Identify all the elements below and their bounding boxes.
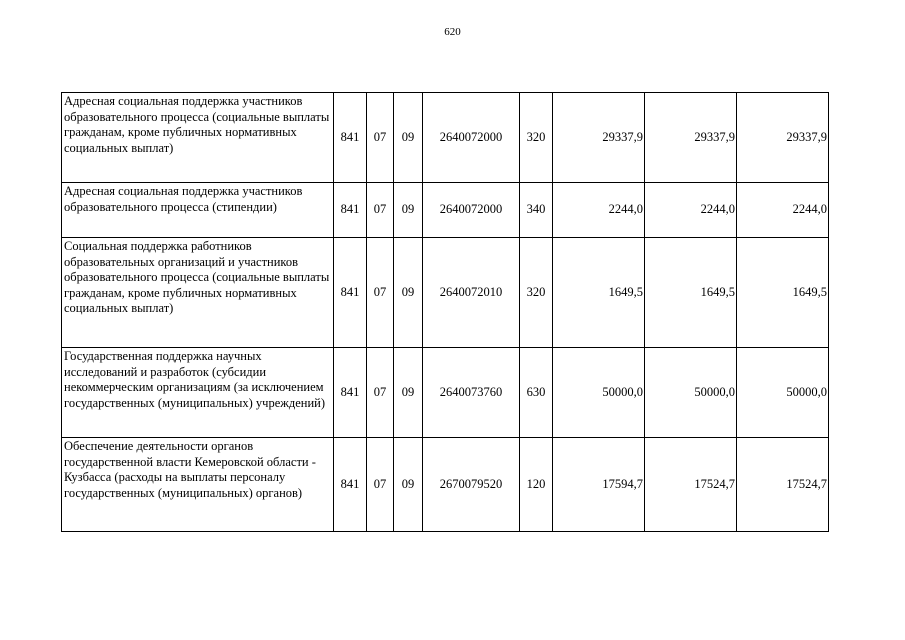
target-article-cell: 2640073760	[423, 348, 520, 438]
ministry-code-cell: 841	[334, 183, 367, 238]
row-name-cell: Государственная поддержка научных исследований и разработок (субсидии некоммерческим организациям (за исключением государственных (муниципальных) учреждений)	[62, 348, 334, 438]
amount-1-cell: 50000,0	[553, 348, 645, 438]
row-name-cell: Адресная социальная поддержка участников образовательного процесса (стипендии)	[62, 183, 334, 238]
amount-3-cell: 29337,9	[737, 93, 829, 183]
table-row	[62, 348, 829, 438]
section-code-cell: 07	[367, 93, 394, 183]
ministry-code-cell: 841	[334, 93, 367, 183]
expense-type-cell: 120	[520, 438, 553, 532]
table-row	[62, 93, 829, 183]
target-article-cell: 2670079520	[423, 438, 520, 532]
table-row	[62, 183, 829, 238]
expense-type-cell: 320	[520, 93, 553, 183]
amount-2-cell: 2244,0	[645, 183, 737, 238]
page-number: 620	[444, 26, 461, 38]
table-row	[62, 238, 829, 348]
expense-type-cell: 340	[520, 183, 553, 238]
target-article-cell: 2640072000	[423, 93, 520, 183]
amount-1-cell: 1649,5	[553, 238, 645, 348]
ministry-code-cell: 841	[334, 348, 367, 438]
row-name-cell: Обеспечение деятельности органов государственной власти Кемеровской области - Кузбасса (расходы на выплаты персоналу государственных (муниципальных) органов)	[62, 438, 334, 532]
amount-2-cell: 17524,7	[645, 438, 737, 532]
amount-3-cell: 1649,5	[737, 238, 829, 348]
amount-3-cell: 17524,7	[737, 438, 829, 532]
row-name-cell: Социальная поддержка работников образовательных организаций и участников образовательного процесса (социальные выплаты гражданам, кроме публичных нормативных социальных выплат)	[62, 238, 334, 348]
amount-1-cell: 17594,7	[553, 438, 645, 532]
ministry-code-cell: 841	[334, 238, 367, 348]
amount-2-cell: 1649,5	[645, 238, 737, 348]
section-code-cell: 07	[367, 348, 394, 438]
subsection-code-cell: 09	[394, 238, 423, 348]
table-row	[62, 438, 829, 532]
subsection-code-cell: 09	[394, 183, 423, 238]
amount-3-cell: 2244,0	[737, 183, 829, 238]
amount-3-cell: 50000,0	[737, 348, 829, 438]
target-article-cell: 2640072000	[423, 183, 520, 238]
ministry-code-cell: 841	[334, 438, 367, 532]
subsection-code-cell: 09	[394, 93, 423, 183]
row-name-cell: Адресная социальная поддержка участников образовательного процесса (социальные выплаты гражданам, кроме публичных нормативных социальных выплат)	[62, 93, 334, 183]
section-code-cell: 07	[367, 438, 394, 532]
expense-type-cell: 320	[520, 238, 553, 348]
expense-type-cell: 630	[520, 348, 553, 438]
amount-1-cell: 2244,0	[553, 183, 645, 238]
budget-table	[61, 92, 829, 532]
subsection-code-cell: 09	[394, 438, 423, 532]
amount-2-cell: 50000,0	[645, 348, 737, 438]
subsection-code-cell: 09	[394, 348, 423, 438]
section-code-cell: 07	[367, 238, 394, 348]
target-article-cell: 2640072010	[423, 238, 520, 348]
amount-1-cell: 29337,9	[553, 93, 645, 183]
section-code-cell: 07	[367, 183, 394, 238]
amount-2-cell: 29337,9	[645, 93, 737, 183]
